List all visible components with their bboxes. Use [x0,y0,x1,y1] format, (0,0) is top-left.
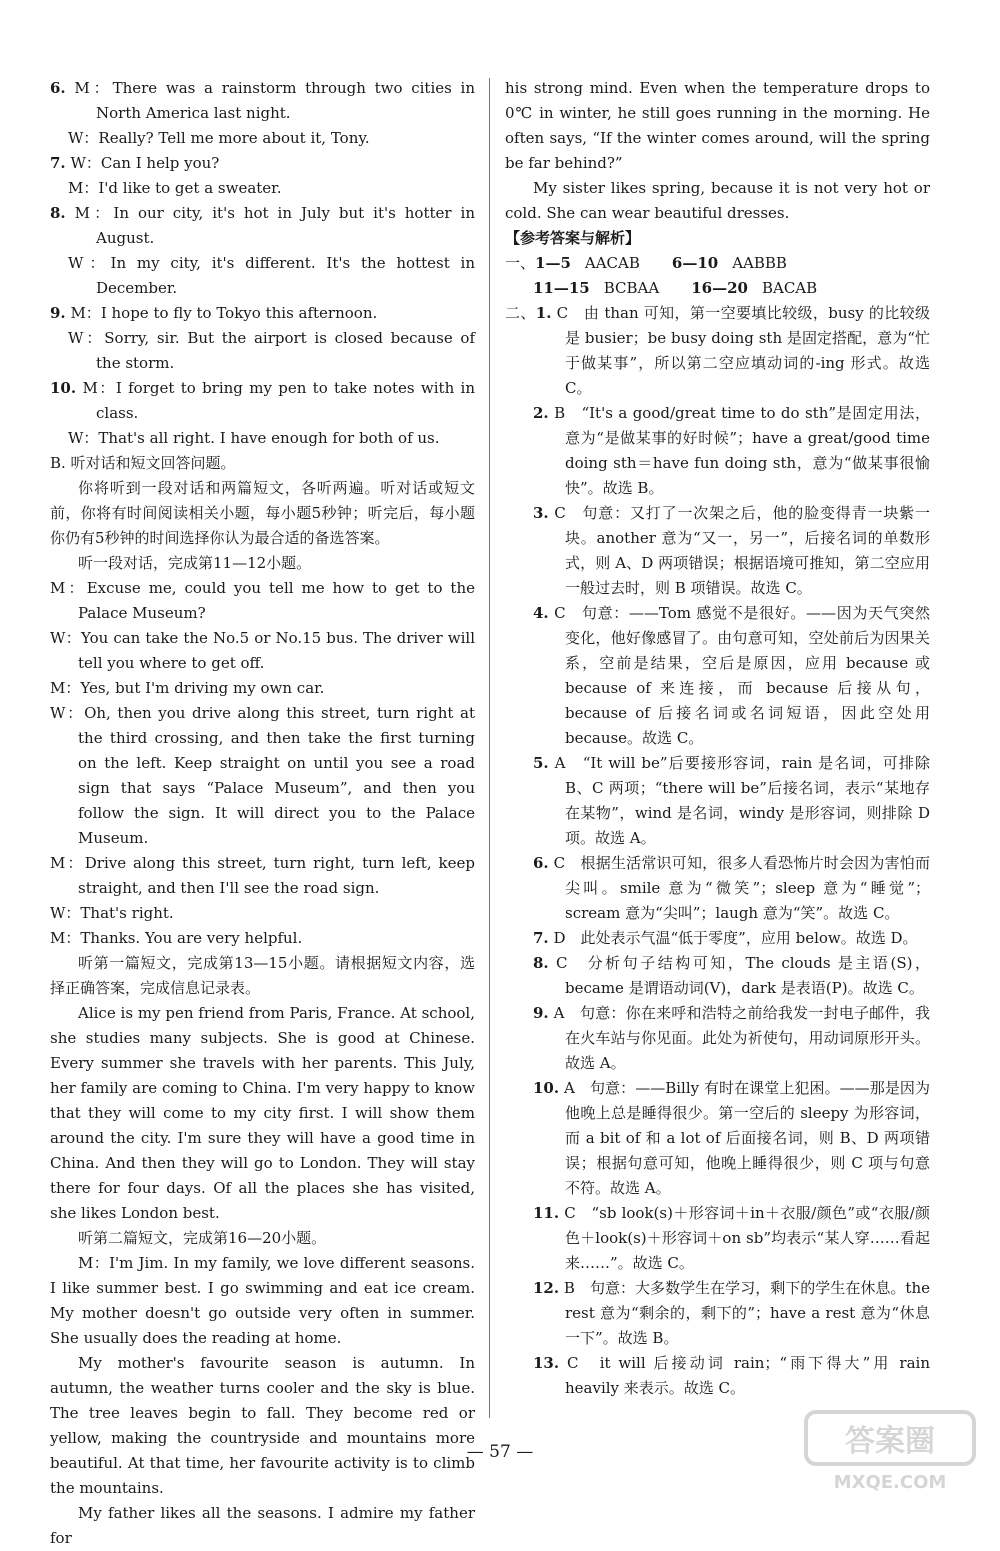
utterance: Sorry, sir. But the airport is closed because of the storm. [96,329,476,372]
explanation-text: C 句意：又打了一次架之后，他的脸变得青一块紫一块。another 意为“又一，另一”，后接名词的单数形式，则 A、D 两项错误；根据语境可推知，第二空应用一般过去时，则 B 项错误。故选 C。 [554,504,930,597]
right-column [505,76,930,1401]
answer-part-2 [505,301,930,1401]
speaker: M： [82,379,116,397]
speaker: W： [68,429,99,447]
answer-explanation [505,751,930,851]
explanation-text: C “sb look(s)＋形容词＋in＋衣服/颜色”或“衣服/颜色＋look(s)＋形容词＋on sb”均表示“某人穿……看起来……”。故选 C。 [564,1204,930,1272]
passage2-intro: 听第二篇短文，完成第16—20小题。 [78,1229,327,1247]
question-number: 5. [533,754,549,772]
short-dialogues [50,76,475,451]
answer-range: 16—20 [691,279,748,297]
dialogue-line [50,301,475,326]
question-number: 7. [533,929,549,947]
utterance: Oh, then you drive along this street, turn right at the third crossing, and then take the first turning on the left. Keep straight on until you see a road sign that says “Palace Museum”, and then you follow the sign. It will direct you to the Palace Museum. [78,704,475,847]
dialogue-line [50,76,475,126]
utterance: I forget to bring my pen to take notes with in class. [96,379,476,422]
answer-part-1 [505,251,930,301]
question-number: 10. [50,379,77,397]
dialogue-line [50,926,475,951]
answer-explanation [505,1276,930,1351]
utterance: You can take the No.5 or No.15 bus. The driver will tell you where to get off. [78,629,475,672]
question-number: 11. [533,1204,560,1222]
explanation-text: B 句意：大多数学生在学习，剩下的学生在休息。the rest 意为“剩余的，剩下的”；have a rest 意为“休息一下”。故选 B。 [563,1279,930,1347]
speaker: M： [50,679,81,697]
question-number: 10. [533,1079,560,1097]
utterance: Yes, but I'm driving my own car. [80,679,325,697]
dialogue-line [50,626,475,676]
speaker: M： [50,579,87,597]
speaker: W： [50,704,85,722]
dialogue-line [50,326,475,376]
question-number: 7. [50,154,66,172]
utterance: In my city, it's different. It's the hottest in December. [96,254,476,297]
explanation-text: A 句意：你在来呼和浩特之前给我发一封电子邮件，我在火车站与你见面。此处为祈使句，用动词原形开头。故选 A。 [553,1004,930,1072]
answer-explanation [505,951,930,1001]
answer-row [505,276,930,301]
explanation-text: C 根据生活常识可知，很多人看恐怖片时会因为害怕而尖叫。smile 意为“微笑”；sleep 意为“睡觉”；scream 意为“尖叫”；laugh 意为“笑”。故选 C。 [553,854,930,922]
dialogue-line [50,426,475,451]
watermark-logo [800,1404,980,1494]
utterance: Drive along this street, turn right, turn left, keep straight, and then I'll see the road sign. [78,854,475,897]
utterance: I'd like to get a sweater. [98,179,282,197]
answer-letters: AACAB [584,254,640,272]
explanation-text: C it will 后接动词 rain；“雨下得大”用 rain heavily 来表示。故选 C。 [565,1354,930,1397]
passage2-paragraph-3: My father likes all the seasons. I admire my father for [50,1504,475,1547]
answer-explanation [505,851,930,926]
answer-explanation [505,601,930,751]
utterance: Thanks. You are very helpful. [80,929,303,947]
speaker: W： [50,629,81,647]
passage2-paragraph-1: M：I'm Jim. In my family, we love different seasons. I like summer best. I go swimming and eat ice cream. My mother doesn't go outside very often in summer. She usually does the reading at home. [50,1254,475,1347]
answer-explanation [505,1076,930,1201]
question-number: 8. [50,204,66,222]
speaker: W： [70,154,101,172]
watermark-url: MXQE.COM [833,1472,947,1493]
dialogue-line [50,676,475,701]
question-number: 8. [533,954,549,972]
utterance: That's right. [80,904,174,922]
passage1: Alice is my pen friend from Paris, France. At school, she studies many subjects. She is good at Chinese. Every summer she travels with her parents. This July, her family are coming to China. I'm very happy to know that they will come to my city first. I will show them around the city. I'm sure they will have a good time in China. And then they will go to London. They will stay there for four days. Of all the places she has visited, she likes London best. [50,1004,475,1222]
utterance: In our city, it's hot in July but it's hotter in August. [96,204,475,247]
question-number: 4. [533,604,549,622]
answer-range: 1—5 [535,254,571,272]
question-number: 6. [533,854,549,872]
passage1-intro: 听第一篇短文，完成第13—15小题。请根据短文内容，选择正确答案，完成信息记录表。 [50,954,475,997]
speaker: W： [68,254,111,272]
explanation-text: A 句意：——Billy 有时在课堂上犯困。——那是因为他晚上总是睡得很少。第一空后的 sleepy 为形容词，而 a bit of 和 a lot of 后面接名词，则 B、D 两项错误；根据句意可知，他晚上睡得很少，则 C 项与句意不符。故选 A。 [563,1079,930,1197]
explanation-text: D 此处表示气温“低于零度”，应用 below。故选 D。 [553,929,918,947]
explanation-text: B “It's a good/great time to do sth”是固定用法，意为“是做某事的好时候”；have a great/good time doing sth＝have fun doing sth，意为“做某事很愉快”。故选 B。 [554,404,930,497]
passage2-paragraph-2: My mother's favourite season is autumn. In autumn, the weather turns cooler and the sky is blue. The tree leaves begin to fall. They become red or yellow, making the countryside and mountains more beautiful. At that time, her favourite activity is to climb the mountains. [50,1354,475,1497]
question-number: 2. [533,404,549,422]
answer-explanation [505,501,930,601]
left-column [50,76,475,1551]
continuation-paragraph: his strong mind. Even when the temperature drops to 0℃ in winter, he still goes running in the morning. He often says, “If the winter comes around, will the spring be far behind?” [505,79,930,172]
utterance: There was a rainstorm through two cities in North America last night. [96,79,475,122]
explanation-text: C 由 than 可知，第一空要填比较级，busy 的比较级是 busier；be busy doing sth 是固定搭配，意为“忙于做某事”，所以第二空应填动词的-ing 形式。故选 C。 [556,304,930,397]
speaker: M： [50,929,81,947]
answer-explanation [505,301,930,401]
speaker: W： [68,129,99,147]
speaker: W： [50,904,81,922]
dialogue-line [50,176,475,201]
speaker: M： [74,204,114,222]
answer-explanation [505,401,930,501]
speaker: W： [68,329,105,347]
answer-section-title: 【参考答案与解析】 [505,229,641,247]
answer-explanation [505,926,930,951]
answer-row [505,251,930,276]
dialogue-line [50,126,475,151]
page-number: — 57 — [466,1442,534,1462]
answer-range: 6—10 [671,254,719,272]
speaker: M： [50,854,85,872]
speaker: M： [74,79,113,97]
answer-explanation [505,1201,930,1276]
long-dialogue [50,576,475,951]
dialogue-line [50,901,475,926]
utterance: Excuse me, could you tell me how to get to the Palace Museum? [78,579,475,622]
part-label: 一、 [505,254,536,272]
answer-explanation [505,1351,930,1401]
question-number: 3. [533,504,549,522]
utterance: That's all right. I have enough for both of us. [98,429,440,447]
answer-letters: BCBAA [603,279,660,297]
answer-letters: AABBB [732,254,787,272]
watermark-text: 答案圈 [845,1424,935,1459]
question-number: 9. [50,304,66,322]
answer-explanation [505,1001,930,1076]
speaker: M： [70,304,101,322]
dialogue-line [50,851,475,901]
explanation-text: C 句意：——Tom 感觉不是很好。——因为天气突然变化，他好像感冒了。由句意可知，空处前后为因果关系，空前是结果，空后是原因，应用 because 或 because of 来连接，而 because 后接从句，because of 后接名词或名词短语，因此空处用 because。故选 C。 [554,604,930,747]
speaker: M： [68,179,99,197]
explanation-text: A “It will be”后要接形容词，rain 是名词，可排除 B、C 两项；“there will be”后接名词，表示“某地存在某物”，wind 是名词，windy 是形容词，则排除 D 项。故选 A。 [554,754,930,847]
column-divider [489,78,490,1418]
dialogue-line [50,376,475,426]
dialogue-line [50,201,475,251]
question-number: 1. [535,304,552,322]
dialogue-line [50,251,475,301]
part-label: 二、 [505,304,536,322]
utterance: I hope to fly to Tokyo this afternoon. [100,304,378,322]
section-b-title: B. 听对话和短文回答问题。 [50,454,236,472]
sister-paragraph: My sister likes spring, because it is not very hot or cold. She can wear beautiful dresses. [505,179,930,222]
dialogue-line [50,576,475,626]
answer-letters: BACAB [761,279,818,297]
utterance: Can I help you? [100,154,220,172]
explanation-text: C 分析句子结构可知，The clouds 是主语(S)，became 是谓语动词(V)，dark 是表语(P)。故选 C。 [556,954,930,997]
dialogue-intro: 听一段对话，完成第11—12小题。 [78,554,312,572]
question-number: 9. [533,1004,549,1022]
question-number: 12. [533,1279,560,1297]
dialogue-line [50,701,475,851]
question-number: 13. [533,1354,560,1372]
utterance: Really? Tell me more about it, Tony. [98,129,370,147]
question-number: 6. [50,79,66,97]
dialogue-line [50,151,475,176]
answer-range: 11—15 [533,279,590,297]
section-b-intro: 你将听到一段对话和两篇短文，各听两遍。听对话或短文前，你将有时间阅读相关小题，每小题5秒钟；听完后，每小题你仍有5秒钟的时间选择你认为最合适的备选答案。 [50,479,475,547]
